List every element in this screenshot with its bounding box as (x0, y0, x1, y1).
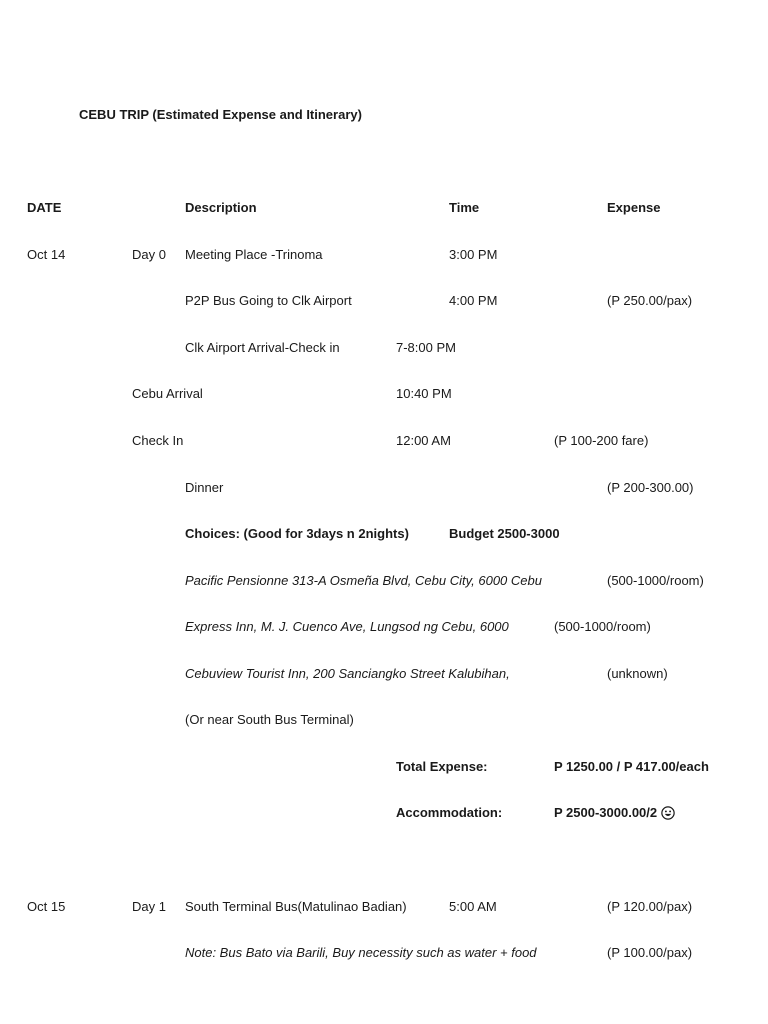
header-time: Time (449, 200, 480, 215)
day0-label: Day 0 (132, 247, 166, 262)
day0-date: Oct 14 (27, 247, 66, 262)
p2p-description: P2P Bus Going to Clk Airport (185, 293, 352, 308)
bus-expense: (P 120.00/pax) (607, 899, 693, 914)
near-terminal-note: (Or near South Bus Terminal) (185, 712, 354, 727)
meeting-description: Meeting Place -Trinoma (185, 247, 323, 262)
clk-time: 7-8:00 PM (396, 340, 456, 355)
dinner-description: Dinner (185, 480, 224, 495)
hotel-price: (unknown) (607, 666, 668, 681)
check-in-expense: (P 100-200 fare) (554, 433, 649, 448)
choices-budget: Budget 2500-3000 (449, 526, 560, 541)
meeting-time: 3:00 PM (449, 247, 498, 262)
p2p-time: 4:00 PM (449, 293, 498, 308)
hotel-price: (500-1000/room) (607, 573, 704, 588)
total-expense-label: Total Expense: (396, 759, 488, 774)
p2p-expense: (P 250.00/pax) (607, 293, 693, 308)
check-in-description: Check In (132, 433, 184, 448)
accommodation-value: P 2500-3000.00/2 (554, 805, 658, 820)
bus-time: 5:00 AM (449, 899, 497, 914)
header-expense: Expense (607, 200, 661, 215)
hotel-name: Pacific Pensionne 313-A Osmeña Blvd, Cebu City, 6000 Cebu (185, 573, 542, 588)
grinning-face-icon (661, 806, 675, 820)
clk-description: Clk Airport Arrival-Check in (185, 340, 340, 355)
header-date: DATE (27, 200, 62, 215)
document-title: CEBU TRIP (Estimated Expense and Itinerary) (79, 107, 362, 122)
bus-description: South Terminal Bus(Matulinao Badian) (185, 899, 407, 914)
bus-note-expense: (P 100.00/pax) (607, 945, 693, 960)
cebu-arrival-description: Cebu Arrival (132, 386, 203, 401)
dinner-expense: (P 200-300.00) (607, 480, 694, 495)
hotel-name: Cebuview Tourist Inn, 200 Sanciangko Street Kalubihan, (185, 666, 510, 681)
cebu-arrival-time: 10:40 PM (396, 386, 452, 401)
total-expense-value: P 1250.00 / P 417.00/each (554, 759, 709, 774)
bus-note: Note: Bus Bato via Barili, Buy necessity such as water + food (185, 945, 537, 960)
header-description: Description (185, 200, 257, 215)
day1-label: Day 1 (132, 899, 166, 914)
hotel-price: (500-1000/room) (554, 619, 651, 634)
hotel-name: Express Inn, M. J. Cuenco Ave, Lungsod ng Cebu, 6000 (185, 619, 509, 634)
check-in-time: 12:00 AM (396, 433, 451, 448)
accommodation-label: Accommodation: (396, 805, 503, 820)
accommodation-line (554, 805, 675, 821)
choices-label: Choices: (Good for 3days n 2nights) (185, 526, 409, 541)
day1-date: Oct 15 (27, 899, 66, 914)
